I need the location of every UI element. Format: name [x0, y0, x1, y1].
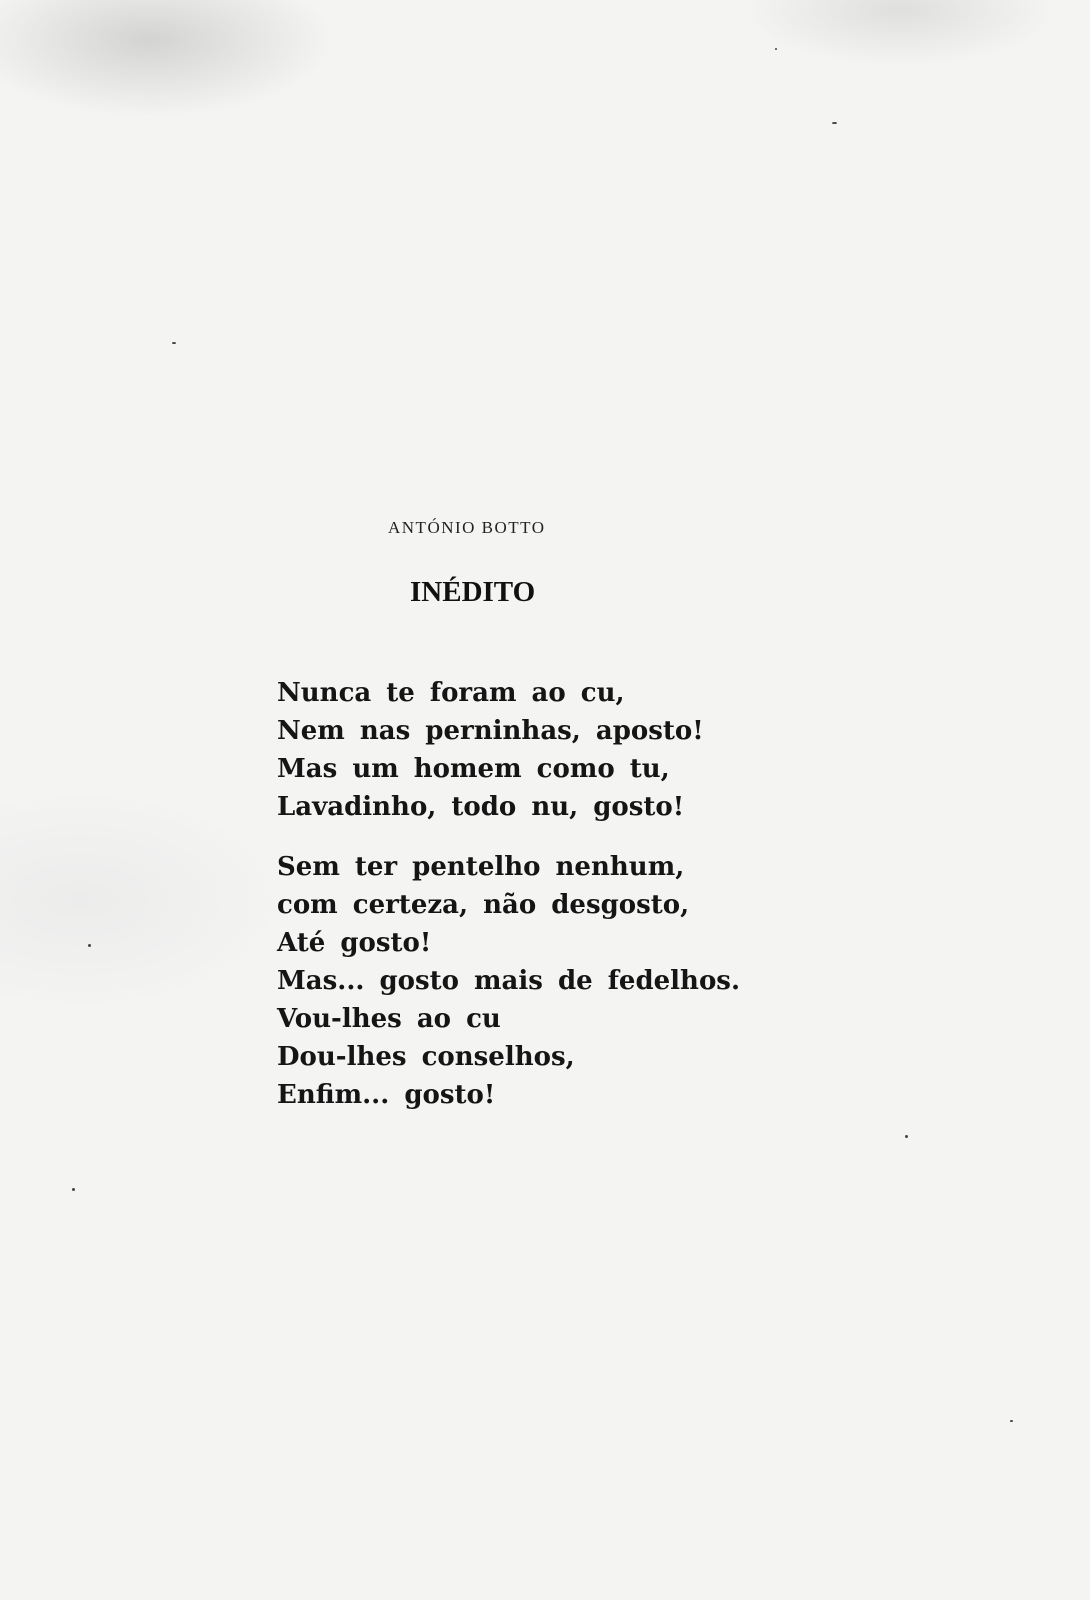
stanza-2 — [277, 848, 740, 1114]
ink-speck — [905, 1135, 908, 1138]
author-name: ANTÓNIO BOTTO — [388, 518, 546, 537]
poem-line: Nunca te foram ao cu, — [277, 678, 625, 708]
poem-line: Lavadinho, todo nu, gosto! — [277, 792, 685, 822]
ink-speck — [72, 1188, 75, 1191]
ink-speck — [1010, 1420, 1013, 1422]
ink-speck — [88, 944, 91, 947]
poem-line: Nem nas perninhas, aposto! — [277, 716, 704, 746]
poem-line: Mas um homem como tu, — [277, 754, 670, 784]
poem-line: Enfim... gosto! — [277, 1080, 496, 1110]
stanza-1 — [277, 674, 740, 826]
poem-line: Dou-lhes conselhos, — [277, 1042, 575, 1072]
poem-line: com certeza, não desgosto, — [277, 890, 690, 920]
ink-speck — [172, 342, 176, 344]
poem-title: INÉDITO — [410, 576, 536, 608]
ink-speck — [775, 48, 777, 50]
poem-body — [277, 674, 740, 1114]
poem-line: Até gosto! — [277, 928, 432, 958]
poem-line: Mas... gosto mais de fedelhos. — [277, 966, 740, 996]
poem-line: Sem ter pentelho nenhum, — [277, 852, 685, 882]
ink-speck — [832, 122, 837, 124]
poem-line: Vou-lhes ao cu — [277, 1004, 501, 1034]
